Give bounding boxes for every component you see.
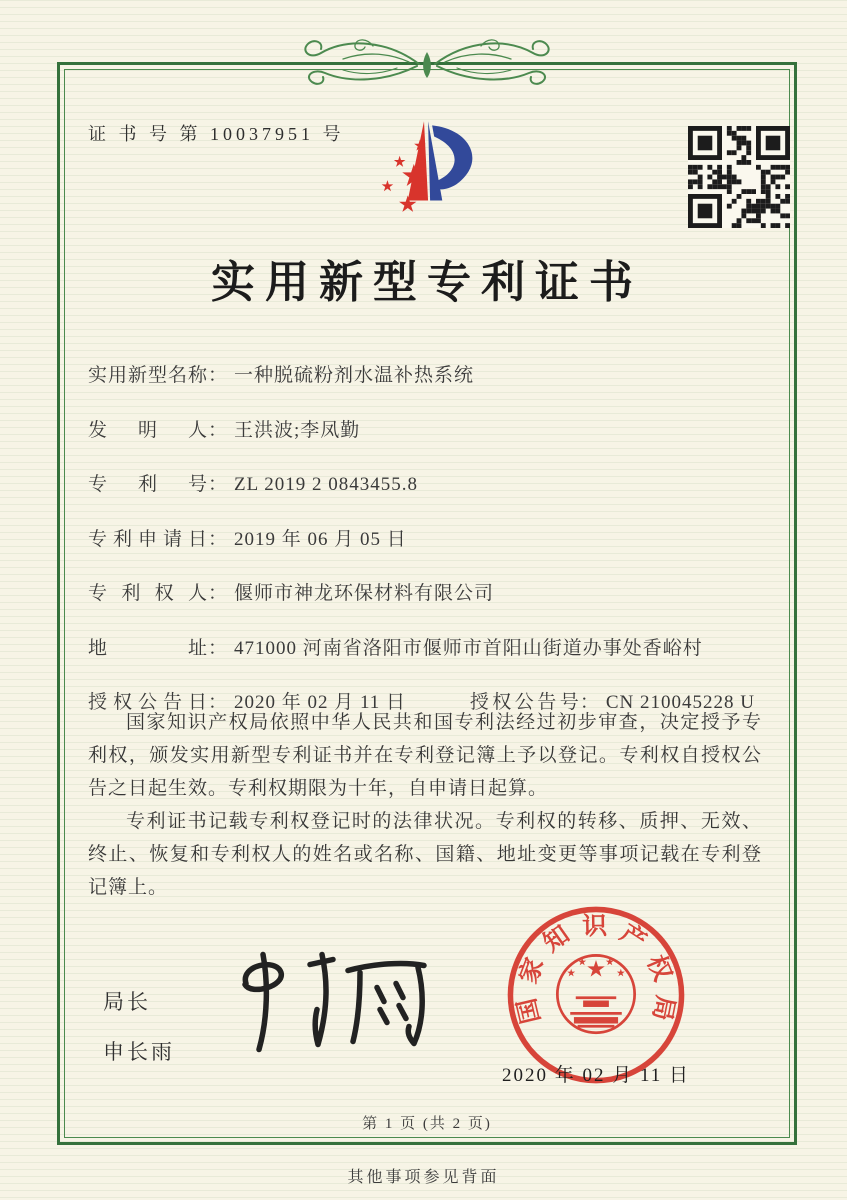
field-colon: ： bbox=[208, 474, 229, 495]
field-value: 王洪波;李凤勤 bbox=[234, 419, 361, 441]
field-value: 偃师市神龙环保材料有限公司 bbox=[234, 583, 495, 604]
field-label: 授权公告号 bbox=[469, 692, 580, 713]
official-role: 局长 bbox=[103, 990, 151, 1014]
field-row-name bbox=[88, 360, 763, 387]
field-row-inventor bbox=[88, 415, 763, 442]
field-label: 地址 bbox=[88, 637, 208, 659]
ornament-flourish-icon bbox=[297, 32, 557, 92]
field-colon: ： bbox=[208, 692, 229, 713]
qr-code bbox=[688, 126, 790, 228]
field-label: 专利号 bbox=[88, 474, 208, 495]
field-colon: ： bbox=[208, 528, 229, 550]
field-label: 授权公告日 bbox=[88, 692, 208, 713]
page-number: 第 1 页 (共 2 页) bbox=[362, 1116, 492, 1132]
field-label: 专利申请日 bbox=[88, 528, 208, 550]
field-colon: ： bbox=[208, 583, 229, 604]
field-row-patent-no bbox=[88, 469, 763, 496]
field-row-patentee bbox=[88, 578, 763, 605]
certificate-fields bbox=[88, 360, 763, 742]
field-label: 发明人 bbox=[88, 419, 208, 441]
back-side-note: 其他事项参见背面 bbox=[347, 1169, 500, 1186]
legal-paragraph-2: 专利证书记载专利权登记时的法律状况。专利权的转移、质押、无效、终止、恢复和专利权人的姓名或名称、国籍、地址变更等事项记载在专利登记簿上。 bbox=[88, 811, 762, 898]
field-value: 471000 河南省洛阳市偃师市首阳山街道办事处香峪村 bbox=[234, 637, 703, 659]
field-value: ZL 2019 2 0843455.8 bbox=[234, 474, 419, 495]
commissioner-signature bbox=[218, 948, 448, 1056]
field-value: 2019 年 06 月 05 日 bbox=[234, 528, 407, 550]
legal-text bbox=[88, 706, 762, 904]
field-colon: ： bbox=[208, 419, 229, 441]
field-colon: ： bbox=[579, 692, 600, 713]
field-colon: ： bbox=[208, 365, 229, 386]
certificate-title: 实用新型专利证书 bbox=[211, 258, 643, 307]
official-name: 申长雨 bbox=[103, 1040, 175, 1064]
field-label: 专利权人 bbox=[88, 583, 208, 604]
field-row-address bbox=[88, 633, 763, 660]
field-row-filing-date bbox=[88, 524, 763, 551]
officials-block bbox=[103, 986, 175, 1066]
seal-ring-text: 国家知识产权局 bbox=[513, 913, 679, 1026]
field-colon: ： bbox=[208, 637, 229, 659]
field-value: CN 210045228 U bbox=[605, 692, 755, 713]
legal-paragraph-1: 国家知识产权局依照中华人民共和国专利法经过初步审查，决定授予专利权，颁发实用新型专利证书并在专利登记簿上予以登记。专利权自授权公告之日起生效。专利权期限为十年，自申请日起算。 bbox=[88, 712, 762, 799]
field-value: 一种脱硫粉剂水温补热系统 bbox=[234, 365, 475, 386]
field-value: 2020 年 02 月 11 日 bbox=[234, 692, 407, 713]
certificate-number: 证 书 号 第 10037951 号 bbox=[88, 124, 345, 144]
field-label: 实用新型名称 bbox=[88, 365, 209, 386]
seal-date: 2020 年 02 月 11 日 bbox=[501, 1065, 691, 1086]
cnipa-logo-icon bbox=[338, 103, 510, 235]
